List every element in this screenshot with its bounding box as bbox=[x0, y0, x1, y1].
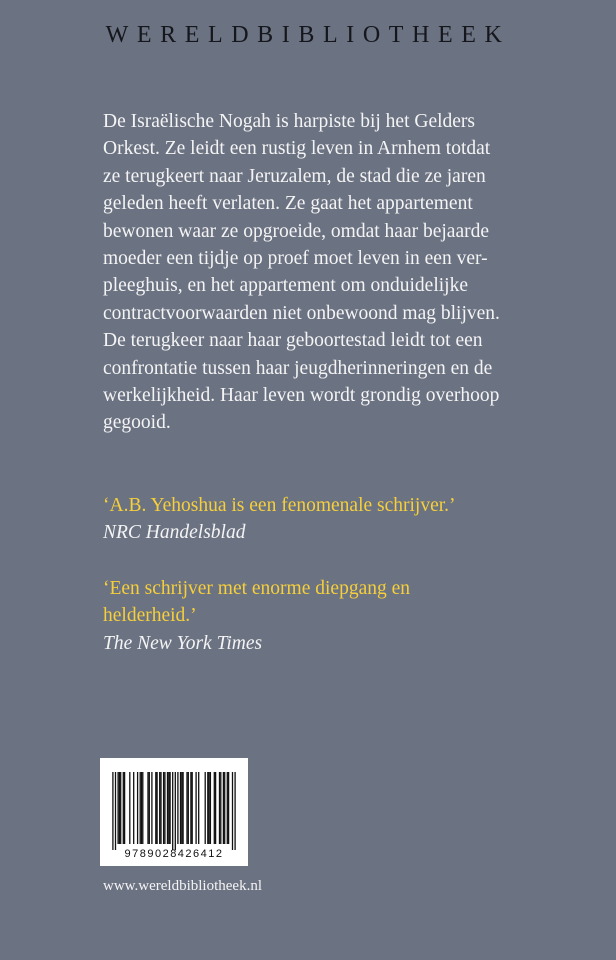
barcode-bar bbox=[155, 772, 156, 844]
barcode-bar bbox=[227, 772, 228, 844]
barcode-bar bbox=[177, 772, 178, 844]
barcode-bar bbox=[190, 772, 191, 844]
review-quote bbox=[103, 575, 543, 657]
blurb-line: Orkest. Ze leidt een rustig leven in Arnhem totdat bbox=[103, 138, 491, 160]
barcode-bar bbox=[164, 772, 165, 844]
barcode-bar bbox=[180, 772, 181, 844]
barcode-bar bbox=[214, 772, 215, 844]
barcode-bar bbox=[219, 772, 220, 844]
barcode-bar bbox=[142, 772, 143, 844]
blurb-line: bewonen waar ze opgroeide, omdat haar bejaarde bbox=[103, 220, 490, 242]
barcode-bar bbox=[141, 772, 142, 844]
blurb-line: ze terugkeert naar Jeruzalem, de stad die ze jaren bbox=[103, 165, 486, 187]
barcode-bar bbox=[228, 772, 229, 844]
blurb-line: pleeghuis, en het appartement om onduidelijke bbox=[103, 275, 468, 297]
isbn-number: 9789028426412 bbox=[124, 848, 224, 860]
barcode-bar bbox=[159, 772, 160, 844]
barcode-bar bbox=[156, 772, 157, 844]
barcode-bar bbox=[215, 772, 216, 844]
barcode-bar bbox=[220, 772, 221, 844]
barcode-bar bbox=[234, 772, 235, 850]
barcode-bar bbox=[208, 772, 209, 844]
barcode-bar bbox=[232, 772, 233, 850]
barcode-bar bbox=[129, 772, 130, 844]
barcode-bar bbox=[192, 772, 193, 844]
barcode-bar bbox=[168, 772, 169, 844]
quote-source: NRC Handelsblad bbox=[103, 522, 246, 544]
barcode-bar bbox=[181, 772, 182, 844]
blurb-text bbox=[103, 108, 523, 437]
barcode-bar bbox=[133, 772, 134, 844]
blurb-line: confrontatie tussen haar jeugdherinneringen en de bbox=[103, 357, 493, 379]
website-url: www.wereldbibliotheek.nl bbox=[103, 878, 262, 894]
barcode-bar bbox=[124, 772, 125, 844]
barcode-bar bbox=[223, 772, 224, 844]
barcode-bar bbox=[112, 772, 113, 850]
review-quote bbox=[103, 492, 543, 547]
barcode-bar bbox=[205, 772, 206, 844]
barcode-bar bbox=[182, 772, 183, 844]
barcode-bar bbox=[207, 772, 208, 844]
barcode-bar bbox=[160, 772, 161, 844]
blurb-line: geleden heeft verlaten. Ze gaat het appartement bbox=[103, 193, 473, 215]
barcode-bar bbox=[186, 772, 187, 844]
barcode-bar bbox=[210, 772, 211, 844]
barcode-bar bbox=[172, 772, 173, 850]
quote-line: helderheid.’ bbox=[103, 605, 197, 627]
barcode-bar bbox=[137, 772, 138, 844]
blurb-line: gegooid. bbox=[103, 412, 171, 434]
barcode-bar bbox=[163, 772, 164, 844]
barcode-bar bbox=[195, 772, 196, 844]
blurb-line: De Israëlische Nogah is harpiste bij het Gelders bbox=[103, 111, 476, 132]
blurb-line: werkelijkheid. Haar leven wordt grondig overhoop bbox=[103, 385, 500, 407]
barcode-bar bbox=[120, 772, 121, 844]
barcode-bar bbox=[188, 772, 189, 844]
quote-line: ‘Een schrijver met enorme diepgang en bbox=[103, 578, 411, 599]
barcode-bar bbox=[147, 772, 148, 844]
blurb-line: moeder een tijdje op proef moet leven in een ver- bbox=[103, 248, 488, 270]
quote-line: ‘A.B. Yehoshua is een fenomenale schrijver.’ bbox=[103, 495, 456, 516]
barcode-bar bbox=[151, 772, 152, 844]
barcode-bars bbox=[100, 758, 248, 850]
barcode-bar bbox=[119, 772, 120, 844]
barcode-bar bbox=[224, 772, 225, 844]
barcode-bar bbox=[167, 772, 168, 844]
barcode-bar bbox=[175, 772, 176, 850]
barcode-bar bbox=[115, 772, 116, 850]
blurb-line: De terugkeer naar haar geboortestad leidt tot een bbox=[103, 330, 483, 352]
barcode-bar bbox=[140, 772, 141, 844]
blurb-line: contractvoorwaarden niet onbewoond mag blijven. bbox=[103, 302, 500, 324]
isbn-barcode bbox=[100, 758, 248, 866]
barcode-bar bbox=[117, 772, 118, 844]
quote-text bbox=[103, 575, 543, 630]
quote-source: The New York Times bbox=[103, 632, 263, 654]
barcode-bar bbox=[169, 772, 170, 844]
barcode-bar bbox=[123, 772, 124, 844]
publisher-name: WERELDBIBLIOTHEEK bbox=[105, 22, 511, 48]
quote-text bbox=[103, 492, 543, 519]
barcode-bar bbox=[198, 772, 199, 844]
barcode-bar bbox=[149, 772, 150, 844]
